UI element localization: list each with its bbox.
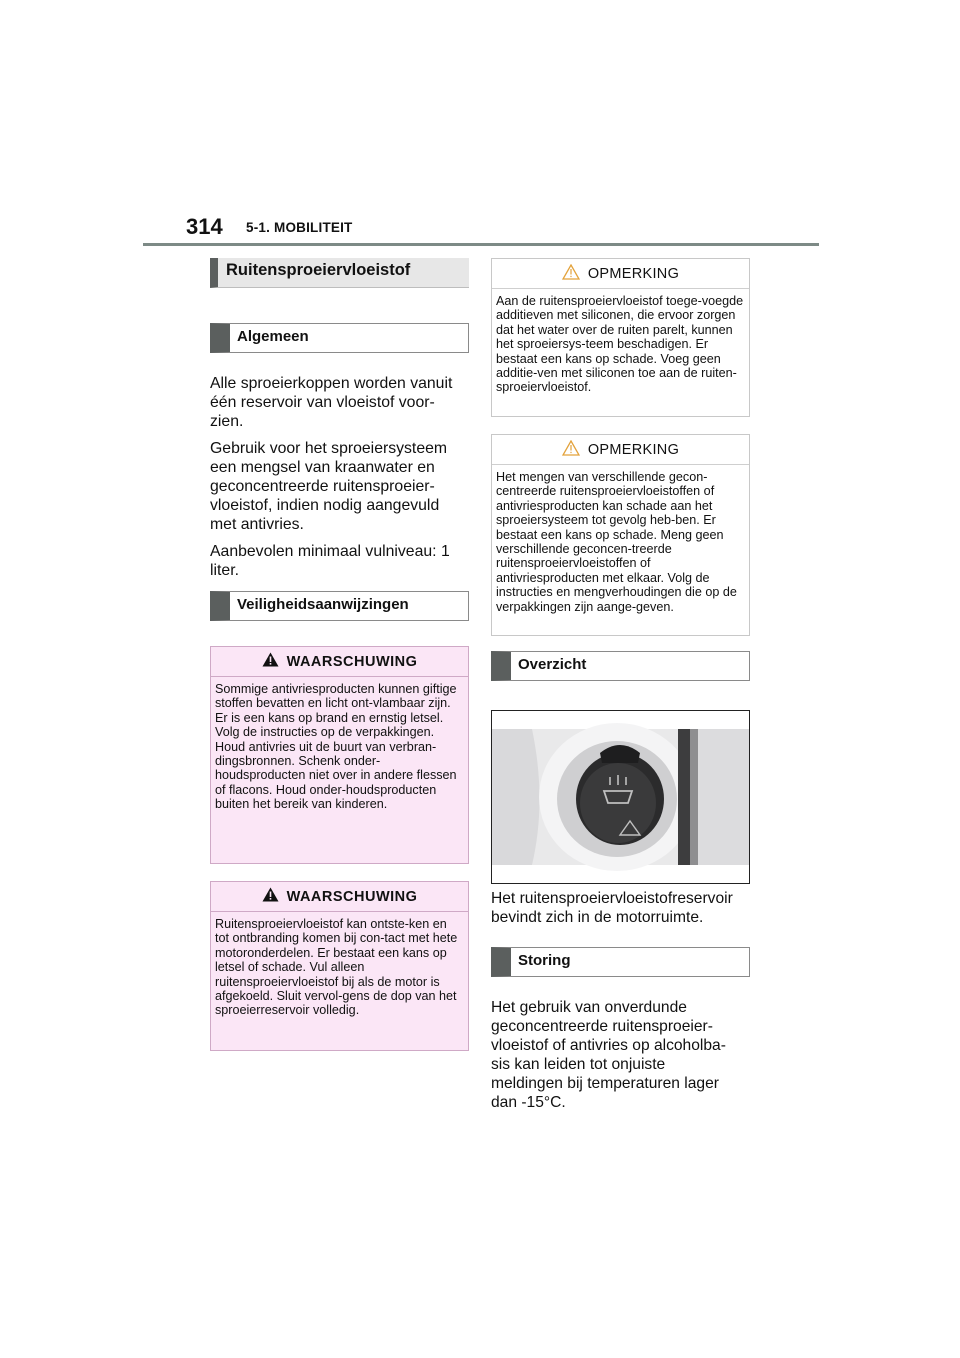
paragraph: Gebruik voor het sproeiersysteem een mengsel van kraanwater en geconcentreerde ruitensproeier-vloeistof, indien nodig aangevuld met antivries. (210, 439, 448, 534)
fault-text: Het gebruik van onverdunde geconcentreerde ruitensproeier-vloeistof of antivries op alcoholba-sis kan leiden tot onjuiste meldingen bij temperaturen lager dan -15°C. (491, 999, 726, 1111)
note-label: OPMERKING (587, 265, 680, 282)
paragraph: Alle sproeierkoppen worden vanuit één reservoir van vloeistof voor-zien. (210, 375, 453, 431)
warning-text: Ruitensproeiervloeistof kan ontste-ken en tot ontbranding komen bij con-tact met hete motoronderdelen. Er bestaat een kans op letsel of schade. Vul alleen ruitensproeiervloeistof bij als de motor is afgekoeld. Sluit vervol-gens de dop van het sproeierreservoir volledig. (215, 917, 458, 1018)
paragraph: Aanbevolen minimaal vulniveau: 1 liter. (210, 542, 450, 579)
subsection-heading-storing: Storing (491, 947, 750, 977)
warning-header (211, 647, 468, 677)
page-number: 314 (186, 214, 223, 239)
warning-box (210, 646, 469, 864)
subsection-heading-algemeen: Algemeen (210, 323, 469, 353)
note-header (492, 435, 749, 465)
caution-outline-triangle-icon (562, 440, 580, 460)
note-box (491, 258, 750, 417)
warning-label: WAARSCHUWING (286, 888, 418, 905)
note-text: Aan de ruitensproeiervloeistof toege-voegde additieven met siliconen, die ervoor zorgen dat het water over de ruiten parelt, kunnen het sproeiersys-teem beschadigen. Er bestaat een kans op schade. Voeg geen additie-ven met siliconen toe aan de ruiten-sproeiervloeistof. (496, 294, 744, 395)
warning-triangle-icon (262, 652, 279, 671)
note-box (491, 434, 750, 636)
general-text (210, 374, 465, 587)
subsection-heading-overzicht: Overzicht (491, 651, 750, 681)
header-rule (143, 243, 819, 246)
subsection-heading-veiligheid: Veiligheidsaanwijzingen (210, 591, 469, 621)
warning-text: Sommige antivriesproducten kunnen giftige stoffen bevatten en licht ont-vlambaar zijn. Er is een kans op brand en ernstig letsel. Volg de instructies op de verpakkingen. Houd antivries uit de buurt van verbran-dingsbronnen. Schenk onder-houdsproducten niet over in andere flessen of flacons. Houd onder-houdsproducten buiten het bereik van kinderen. (215, 682, 457, 812)
caution-outline-triangle-icon (562, 264, 580, 284)
section-title: Ruitensproeiervloeistof (210, 258, 469, 288)
warning-header (211, 882, 468, 912)
chapter-title: 5-1. MOBILITEIT (246, 220, 353, 235)
warning-box (210, 881, 469, 1051)
figure-caption: Het ruitensproeiervloeistofreservoir bevindt zich in de motorruimte. (491, 890, 733, 926)
warning-triangle-icon (262, 887, 279, 906)
note-text: Het mengen van verschillende gecon-centreerde ruitensproeiervloeistoffen of antivriesproducten kan schade aan het sproeiersysteem tot gevolg heb-ben. Er bestaat een kans op schade. Meng geen verschillende geconcen-treerde ruitensproeiervloeistoffen of antivriesproducten met elkaar. Volg de instructies en mengverhoudingen die op de verpakkingen zijn aange-geven. (496, 470, 737, 614)
note-label: OPMERKING (587, 441, 680, 458)
reservoir-cap-photo (491, 710, 750, 884)
warning-label: WAARSCHUWING (286, 653, 418, 670)
note-header (492, 259, 749, 289)
reservoir-cap-illustration (492, 711, 749, 883)
